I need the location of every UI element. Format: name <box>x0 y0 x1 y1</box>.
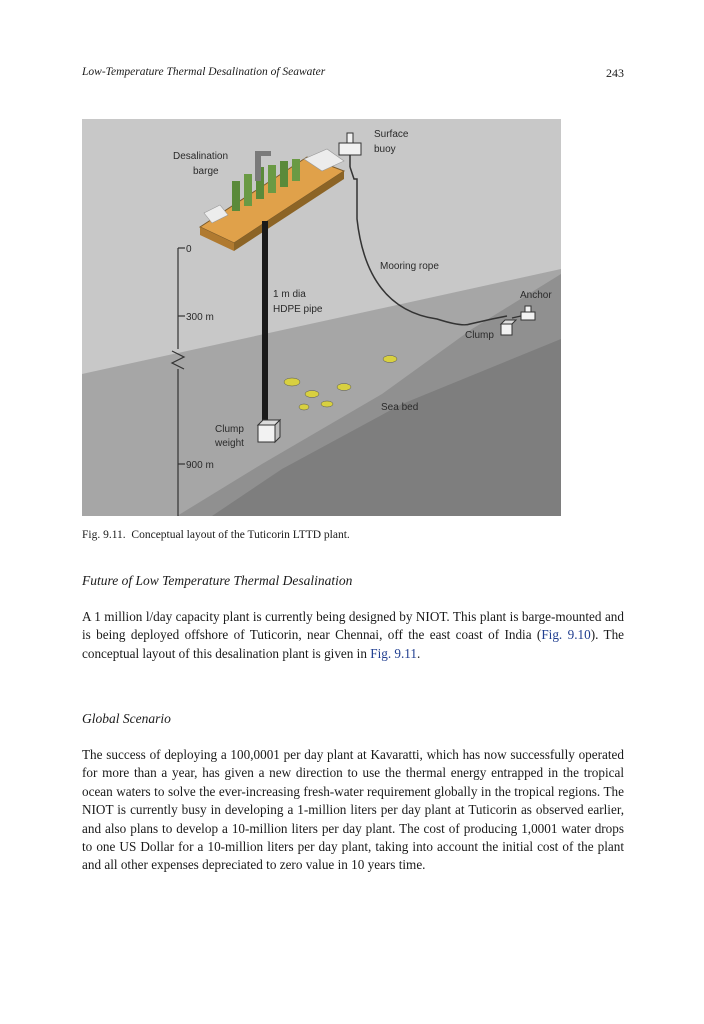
label-depth-900: 900 m <box>186 460 214 471</box>
link-fig-9-10[interactable]: Fig. 9.10 <box>541 627 591 643</box>
link-fig-9-11[interactable]: Fig. 9.11 <box>370 645 418 661</box>
figure-caption <box>82 529 350 541</box>
figure-tuticorin-layout <box>82 119 561 516</box>
label-buoy-1: Surface <box>374 129 409 140</box>
section-heading-future: Future of Low Temperature Thermal Desalination <box>82 573 353 588</box>
paragraph-future-text-b: ). The conceptual layout of this desalination plant is given in <box>82 627 625 661</box>
label-anchor: Anchor <box>520 290 552 301</box>
paragraph-future <box>82 608 624 663</box>
layout-diagram <box>82 119 561 516</box>
label-clump-weight-1: Clump <box>215 424 244 435</box>
clump-weight <box>258 420 280 442</box>
label-barge-1: Desalination <box>173 151 229 162</box>
label-sea-bed: Sea bed <box>381 402 419 413</box>
hdpe-pipe <box>262 221 268 426</box>
section-heading-global: Global Scenario <box>82 711 171 726</box>
label-buoy-2: buoy <box>374 144 396 155</box>
label-clump: Clump <box>465 330 494 341</box>
paragraph-future-text-c: . <box>417 645 421 661</box>
label-depth-0: 0 <box>186 244 192 255</box>
paragraph-global: The success of deploying a 100,0001 per day plant at Kavaratti, which has now successfully operated for more than a year, has given a new direction to use the thermal energy entrapped in the tropical ocean waters to solve the ever-increasing fresh-water requirement globally in the tropical regions. The NIOT is currently busy in developing a 1-million liters per day plant at Tuticorin as observed earlier, and also plans to develop a 10-million liters per day plant. The cost of producing 1,0001 water drops to one US Dollar for a 10-million liters per day plant, taking into account the initial cost of the plant and all other expenses depreciated to zero value in 10 years time. <box>82 747 624 873</box>
running-title: Low-Temperature Thermal Desalination of Seawater <box>82 66 326 78</box>
label-pipe-1: 1 m dia <box>273 289 306 300</box>
caption-text: Conceptual layout of the Tuticorin LTTD plant. <box>131 529 350 541</box>
paragraph-future-text-a: A 1 million l/day capacity plant is currently being designed by NIOT. This plant is barge-mounted and is being deployed offshore of Tuticorin, near Chennai, off the east coast of India ( <box>82 609 624 643</box>
label-mooring-rope: Mooring rope <box>380 261 439 272</box>
page-number: 243 <box>606 66 624 80</box>
label-pipe-2: HDPE pipe <box>273 304 323 315</box>
caption-prefix: Fig. 9.11. <box>82 529 126 541</box>
label-depth-300: 300 m <box>186 312 214 323</box>
label-clump-weight-2: weight <box>215 438 244 449</box>
label-barge-2: barge <box>193 166 219 177</box>
